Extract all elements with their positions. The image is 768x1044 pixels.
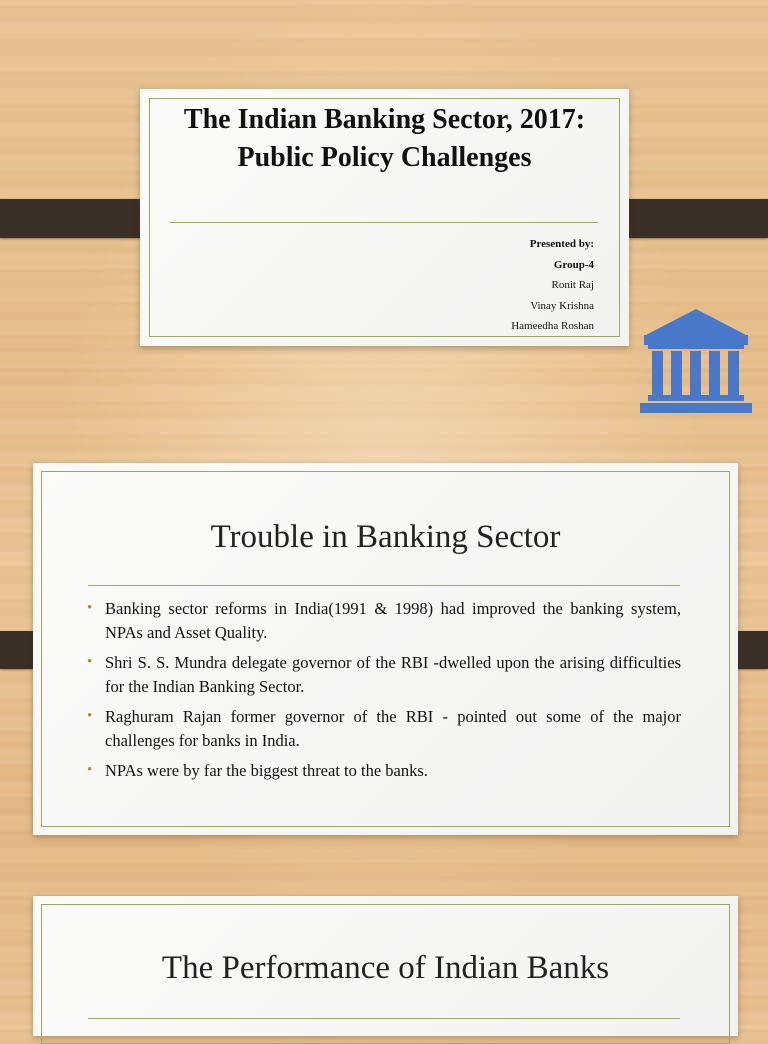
title-divider — [88, 585, 680, 586]
bullet-item — [87, 651, 681, 698]
title-divider — [88, 1018, 680, 1019]
bullet-icon: • — [87, 708, 93, 724]
bullet-text: Banking sector reforms in India(1991 & 1998) had improved the banking system, NPAs and Asset Quality. — [105, 599, 681, 642]
bullet-item — [87, 597, 681, 644]
bullet-icon: • — [87, 762, 93, 778]
slide-title: Trouble in Banking Sector — [210, 519, 561, 555]
bullet-item — [87, 759, 681, 783]
bullet-text: Shri S. S. Mundra delegate governor of the RBI -dwelled upon the arising difficulties for the Indian Banking Sector. — [105, 653, 681, 696]
presenter-name: Ronit Raj — [551, 279, 594, 291]
bullet-text: NPAs were by far the biggest threat to the banks. — [105, 761, 428, 780]
content-slide[interactable] — [33, 896, 738, 1036]
bullet-icon: • — [87, 600, 93, 616]
title-slide[interactable] — [140, 89, 629, 346]
slide-title: The Indian Banking Sector, 2017: Public Policy Challenges — [183, 104, 586, 173]
content-slide[interactable] — [33, 463, 738, 835]
presented-by-label: Presented by: — [529, 238, 594, 250]
bullet-item — [87, 705, 681, 752]
group-label: Group-4 — [553, 258, 594, 271]
bar-right-top — [613, 199, 768, 238]
slide-title: The Performance of Indian Banks — [161, 950, 610, 986]
presenters-block — [511, 234, 594, 337]
bullet-icon: • — [87, 654, 93, 670]
presenter-name: Hameedha Roshan — [511, 320, 594, 332]
title-divider — [170, 222, 598, 223]
presenter-name: Vinay Krishna — [530, 299, 594, 312]
bar-left-top — [0, 199, 155, 238]
bank-icon — [636, 305, 756, 417]
bullet-list — [87, 597, 681, 790]
bullet-text: Raghuram Rajan former governor of the RBI - pointed out some of the major challenges for banks in India. — [105, 707, 681, 750]
